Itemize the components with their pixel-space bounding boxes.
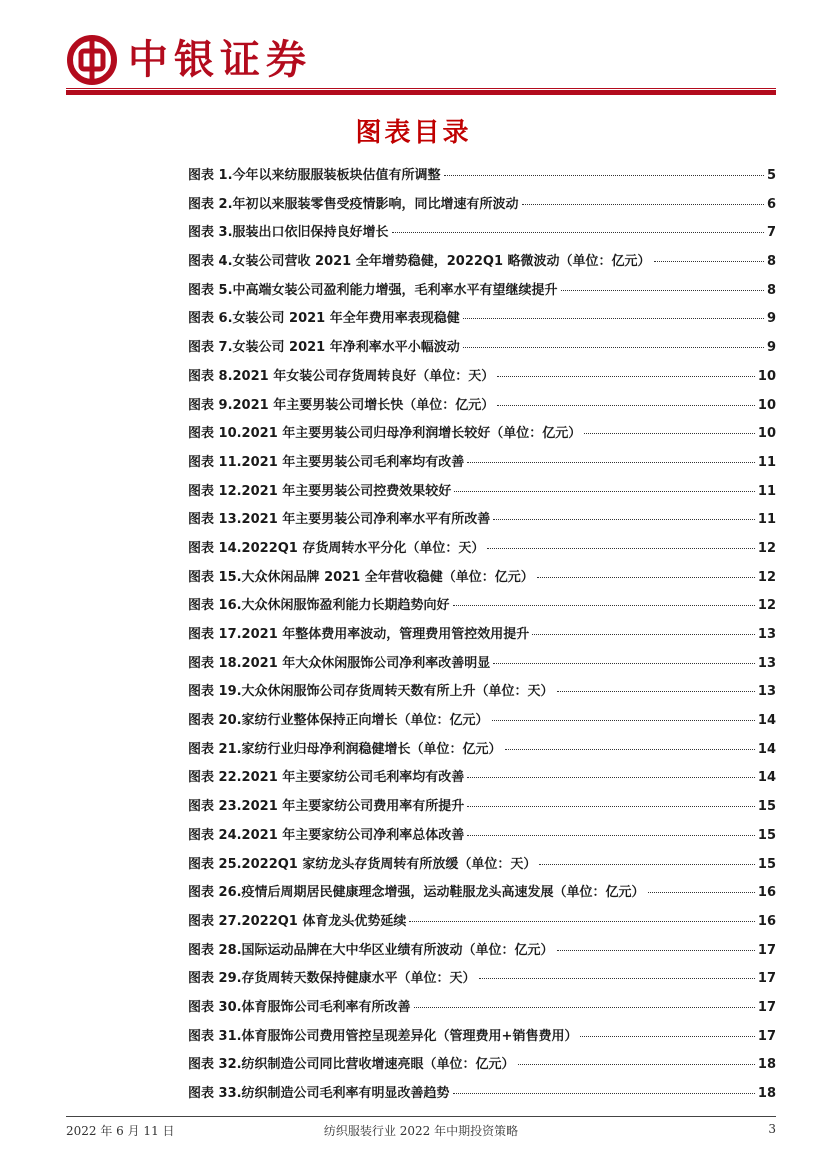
toc-entry[interactable] xyxy=(188,967,776,996)
toc-entry-title: 图表 31.体育服饰公司费用管控呈现差异化（管理费用+销售费用） xyxy=(188,1028,578,1044)
toc-entry-title: 图表 14.2022Q1 存货周转水平分化（单位：天） xyxy=(188,540,485,556)
toc-list xyxy=(188,164,776,1111)
toc-entry[interactable] xyxy=(188,566,776,595)
toc-leader-dots xyxy=(580,1036,754,1037)
toc-leader-dots xyxy=(409,921,755,922)
toc-leader-dots xyxy=(557,691,755,692)
toc-entry-title: 图表 1.今年以来纺服服装板块估值有所调整 xyxy=(188,168,441,183)
toc-leader-dots xyxy=(561,290,764,291)
toc-entry-page: 8 xyxy=(766,254,776,270)
toc-entry[interactable] xyxy=(188,853,776,882)
toc-entry-page: 8 xyxy=(766,282,776,298)
toc-entry-title: 图表 2.年初以来服装零售受疫情影响，同比增速有所波动 xyxy=(188,196,519,212)
toc-entry-page: 9 xyxy=(766,311,776,327)
toc-entry-title: 图表 10.2021 年主要男装公司归母净利润增长较好（单位：亿元） xyxy=(188,426,582,442)
brand-name: 中银证券 xyxy=(128,36,312,83)
toc-entry[interactable] xyxy=(188,738,776,767)
toc-entry-title: 图表 24.2021 年主要家纺公司净利率总体改善 xyxy=(188,827,465,843)
toc-entry-title: 图表 9.2021 年主要男装公司增长快（单位：亿元） xyxy=(188,397,495,413)
toc-entry-title: 图表 21.家纺行业归母净利润稳健增长（单位：亿元） xyxy=(188,741,502,757)
toc-entry-page: 13 xyxy=(757,627,776,642)
toc-entry-title: 图表 25.2022Q1 家纺龙头存货周转有所放缓（单位：天） xyxy=(188,856,537,872)
toc-entry[interactable] xyxy=(188,1025,776,1054)
toc-leader-dots xyxy=(492,720,755,721)
toc-entry-title: 图表 7.女装公司 2021 年净利率水平小幅波动 xyxy=(188,340,460,356)
toc-leader-dots xyxy=(467,806,755,807)
toc-leader-dots xyxy=(522,204,764,205)
toc-entry-page: 17 xyxy=(757,999,776,1015)
toc-entry[interactable] xyxy=(188,164,776,193)
toc-leader-dots xyxy=(487,548,755,549)
toc-entry[interactable] xyxy=(188,766,776,795)
toc-entry[interactable] xyxy=(188,307,776,336)
page-footer xyxy=(66,1122,776,1142)
toc-entry-page: 17 xyxy=(757,1028,776,1044)
report-header xyxy=(66,30,766,90)
toc-leader-dots xyxy=(497,376,755,377)
toc-entry-page: 14 xyxy=(757,770,776,786)
toc-entry-page: 16 xyxy=(757,885,776,901)
toc-entry-title: 图表 19.大众休闲服饰公司存货周转天数有所上升（单位：天） xyxy=(188,684,554,700)
toc-entry[interactable] xyxy=(188,1053,776,1082)
toc-entry[interactable] xyxy=(188,365,776,394)
toc-leader-dots xyxy=(497,405,755,406)
toc-leader-dots xyxy=(444,175,764,176)
toc-entry-page: 11 xyxy=(757,454,776,470)
toc-entry-title: 图表 16.大众休闲服饰盈利能力长期趋势向好 xyxy=(188,598,450,614)
toc-leader-dots xyxy=(392,232,764,233)
toc-entry[interactable] xyxy=(188,250,776,279)
toc-entry-title: 图表 20.家纺行业整体保持正向增长（单位：亿元） xyxy=(188,713,489,729)
footer-date: 2022 年 6 月 11 日 xyxy=(66,1124,175,1138)
toc-entry-page: 13 xyxy=(757,684,776,700)
toc-leader-dots xyxy=(493,519,755,520)
toc-entry-page: 9 xyxy=(766,340,776,356)
toc-leader-dots xyxy=(463,318,764,319)
footer-divider xyxy=(66,1116,776,1117)
toc-leader-dots xyxy=(414,1007,755,1008)
toc-entry-title: 图表 5.中高端女装公司盈利能力增强，毛利率水平有望继续提升 xyxy=(188,282,558,298)
toc-entry-page: 11 xyxy=(757,512,776,528)
toc-entry[interactable] xyxy=(188,1082,776,1111)
toc-entry-page: 10 xyxy=(757,426,776,442)
toc-entry[interactable] xyxy=(188,680,776,709)
toc-entry[interactable] xyxy=(188,623,776,652)
toc-entry-title: 图表 23.2021 年主要家纺公司费用率有所提升 xyxy=(188,799,465,815)
toc-entry-page: 12 xyxy=(757,598,776,614)
toc-entry-title: 图表 26.疫情后周期居民健康理念增强，运动鞋服龙头高速发展（单位：亿元） xyxy=(188,885,645,901)
toc-entry[interactable] xyxy=(188,795,776,824)
toc-entry-title: 图表 13.2021 年主要男装公司净利率水平有所改善 xyxy=(188,512,491,528)
toc-entry-title: 图表 33.纺织制造公司毛利率有明显改善趋势 xyxy=(188,1086,450,1101)
toc-entry-page: 14 xyxy=(757,741,776,757)
toc-leader-dots xyxy=(467,462,755,463)
toc-entry-page: 7 xyxy=(766,225,776,241)
toc-leader-dots xyxy=(453,605,755,606)
toc-entry-title: 图表 29.存货周转天数保持健康水平（单位：天） xyxy=(188,971,476,987)
toc-entry-page: 18 xyxy=(757,1086,776,1101)
toc-entry-title: 图表 22.2021 年主要家纺公司毛利率均有改善 xyxy=(188,770,465,786)
toc-entry-page: 16 xyxy=(757,913,776,929)
toc-leader-dots xyxy=(537,577,755,578)
toc-entry-title: 图表 28.国际运动品牌在大中华区业绩有所波动（单位：亿元） xyxy=(188,942,554,958)
toc-entry[interactable] xyxy=(188,881,776,910)
toc-entry[interactable] xyxy=(188,193,776,222)
toc-entry[interactable] xyxy=(188,336,776,365)
bank-of-china-logo-icon xyxy=(66,34,118,86)
toc-entry-page: 15 xyxy=(757,827,776,843)
toc-entry[interactable] xyxy=(188,394,776,423)
toc-entry[interactable] xyxy=(188,594,776,623)
toc-entry-page: 11 xyxy=(757,483,776,499)
toc-entry[interactable] xyxy=(188,996,776,1025)
toc-entry-title: 图表 17.2021 年整体费用率波动，管理费用管控效用提升 xyxy=(188,627,530,642)
toc-leader-dots xyxy=(453,1093,755,1094)
toc-entry-title: 图表 12.2021 年主要男装公司控费效果较好 xyxy=(188,483,452,499)
toc-entry-page: 17 xyxy=(757,971,776,987)
toc-leader-dots xyxy=(454,491,755,492)
header-divider-thick xyxy=(66,90,776,95)
toc-leader-dots xyxy=(654,261,764,262)
toc-entry[interactable] xyxy=(188,451,776,480)
toc-leader-dots xyxy=(648,892,755,893)
toc-entry-title: 图表 18.2021 年大众休闲服饰公司净利率改善明显 xyxy=(188,655,491,671)
footer-page-number: 3 xyxy=(768,1122,776,1136)
toc-leader-dots xyxy=(532,634,755,635)
toc-entry-page: 12 xyxy=(757,569,776,585)
toc-entry-page: 10 xyxy=(757,397,776,413)
toc-entry-page: 13 xyxy=(757,655,776,671)
header-divider-thin xyxy=(66,88,776,89)
toc-entry[interactable] xyxy=(188,709,776,738)
toc-leader-dots xyxy=(479,978,755,979)
toc-leader-dots xyxy=(493,663,755,664)
toc-entry-page: 12 xyxy=(757,540,776,556)
toc-entry-page: 17 xyxy=(757,942,776,958)
toc-entry-page: 14 xyxy=(757,713,776,729)
toc-leader-dots xyxy=(518,1064,755,1065)
toc-entry-title: 图表 15.大众休闲品牌 2021 全年营收稳健（单位：亿元） xyxy=(188,569,534,585)
toc-leader-dots xyxy=(584,433,755,434)
toc-entry[interactable] xyxy=(188,939,776,968)
toc-entry[interactable] xyxy=(188,279,776,308)
toc-leader-dots xyxy=(539,864,755,865)
toc-leader-dots xyxy=(463,347,764,348)
toc-entry-title: 图表 11.2021 年主要男装公司毛利率均有改善 xyxy=(188,454,465,470)
toc-entry-title: 图表 4.女装公司营收 2021 全年增势稳健，2022Q1 略微波动（单位：亿元） xyxy=(188,254,651,270)
toc-entry-title: 图表 30.体育服饰公司毛利率有所改善 xyxy=(188,999,411,1015)
toc-entry-title: 图表 32.纺织制造公司同比营收增速亮眼（单位：亿元） xyxy=(188,1057,515,1073)
toc-entry[interactable] xyxy=(188,221,776,250)
footer-report-title: 纺织服装行业 2022 年中期投资策略 xyxy=(323,1124,519,1138)
toc-entry-page: 15 xyxy=(757,799,776,815)
toc-leader-dots xyxy=(557,950,755,951)
toc-leader-dots xyxy=(505,749,755,750)
toc-entry[interactable] xyxy=(188,537,776,566)
toc-entry-title: 图表 8.2021 年女装公司存货周转良好（单位：天） xyxy=(188,368,495,384)
toc-entry-page: 6 xyxy=(766,196,776,212)
toc-entry[interactable] xyxy=(188,508,776,537)
toc-entry[interactable] xyxy=(188,480,776,509)
toc-entry[interactable] xyxy=(188,422,776,451)
toc-entry-page: 18 xyxy=(757,1057,776,1073)
toc-entry[interactable] xyxy=(188,824,776,853)
toc-entry[interactable] xyxy=(188,910,776,939)
toc-entry[interactable] xyxy=(188,652,776,681)
toc-entry-title: 图表 6.女装公司 2021 年全年费用率表现稳健 xyxy=(188,311,460,327)
toc-entry-title: 图表 3.服装出口依旧保持良好增长 xyxy=(188,225,389,241)
toc-entry-page: 15 xyxy=(757,856,776,872)
toc-leader-dots xyxy=(467,835,755,836)
toc-entry-page: 10 xyxy=(757,368,776,384)
toc-leader-dots xyxy=(467,777,755,778)
toc-title: 图表目录 xyxy=(355,118,472,148)
toc-entry-title: 图表 27.2022Q1 体育龙头优势延续 xyxy=(188,913,407,929)
toc-entry-page: 5 xyxy=(766,168,776,183)
